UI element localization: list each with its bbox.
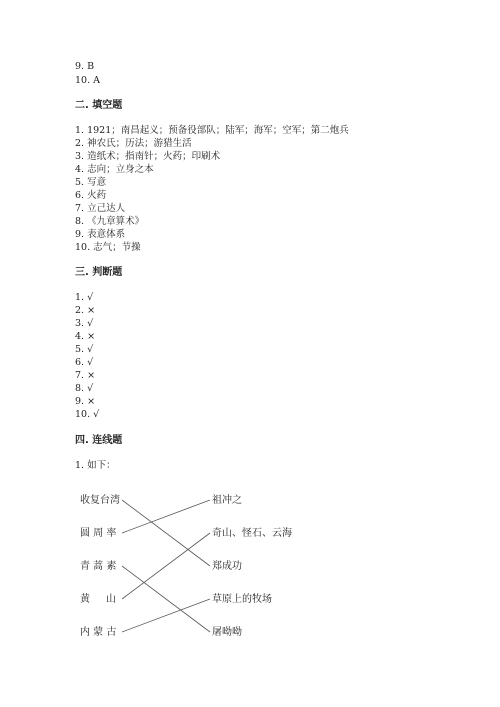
fill-blank-answer-4: 4. 志向；立身之本 bbox=[75, 164, 154, 175]
matching-left-item: 黄 山 bbox=[80, 594, 116, 605]
true-false-answer-6: 6. √ bbox=[75, 357, 94, 368]
choice-answer-10: 10. A bbox=[75, 75, 100, 86]
matching-connector-line bbox=[122, 500, 210, 533]
matching-left-item: 圆 周 率 bbox=[80, 528, 117, 539]
matching-right-item: 郑成功 bbox=[212, 561, 242, 572]
true-false-answer-8: 8. √ bbox=[75, 383, 94, 394]
matching-left-item: 青 蒿 素 bbox=[80, 561, 117, 572]
matching-right-item: 奇山、怪石、云海 bbox=[212, 528, 292, 539]
matching-left-item: 内 蒙 古 bbox=[80, 627, 117, 638]
true-false-answer-4: 4. × bbox=[75, 331, 96, 342]
matching-intro: 1. 如下： bbox=[75, 460, 116, 471]
true-false-answer-5: 5. √ bbox=[75, 344, 94, 355]
matching-connector-line bbox=[122, 599, 210, 632]
matching-connector-line bbox=[122, 566, 210, 632]
true-false-answer-7: 7. × bbox=[75, 370, 96, 381]
fill-blank-answer-2: 2. 神农氏；历法；游猎生活 bbox=[75, 138, 192, 149]
section-matching-title: 四. 连线题 bbox=[75, 435, 123, 446]
fill-blank-answer-5: 5. 写意 bbox=[75, 177, 107, 188]
fill-blank-answer-6: 6. 火药 bbox=[75, 190, 107, 201]
choice-answer-9: 9. B bbox=[75, 61, 95, 72]
section-fill-blank-title: 二. 填空题 bbox=[75, 100, 123, 111]
section-true-false-title: 三. 判断题 bbox=[75, 267, 123, 278]
fill-blank-answer-3: 3. 造纸术；指南针；火药；印刷术 bbox=[75, 151, 221, 162]
matching-connector-line bbox=[122, 533, 210, 599]
matching-right-item: 祖冲之 bbox=[212, 495, 242, 506]
fill-blank-answer-7: 7. 立己达人 bbox=[75, 203, 126, 214]
fill-blank-answer-10: 10. 志气；节操 bbox=[75, 242, 141, 253]
true-false-answer-2: 2. × bbox=[75, 305, 96, 316]
matching-right-item: 草原上的牧场 bbox=[212, 594, 272, 605]
true-false-answer-1: 1. √ bbox=[75, 292, 94, 303]
matching-right-item: 屠呦呦 bbox=[212, 627, 242, 638]
fill-blank-answer-9: 9. 表意体系 bbox=[75, 229, 126, 240]
true-false-answer-10: 10. √ bbox=[75, 409, 100, 420]
matching-left-item: 收复台湾 bbox=[80, 495, 120, 506]
fill-blank-answer-1: 1. 1921；南昌起义；预备役部队；陆军；海军；空军；第二炮兵 bbox=[75, 125, 349, 136]
fill-blank-answer-8: 8. 《九章算术》 bbox=[75, 216, 145, 227]
true-false-answer-3: 3. √ bbox=[75, 318, 94, 329]
true-false-answer-9: 9. × bbox=[75, 396, 96, 407]
matching-connector-line bbox=[122, 500, 210, 566]
